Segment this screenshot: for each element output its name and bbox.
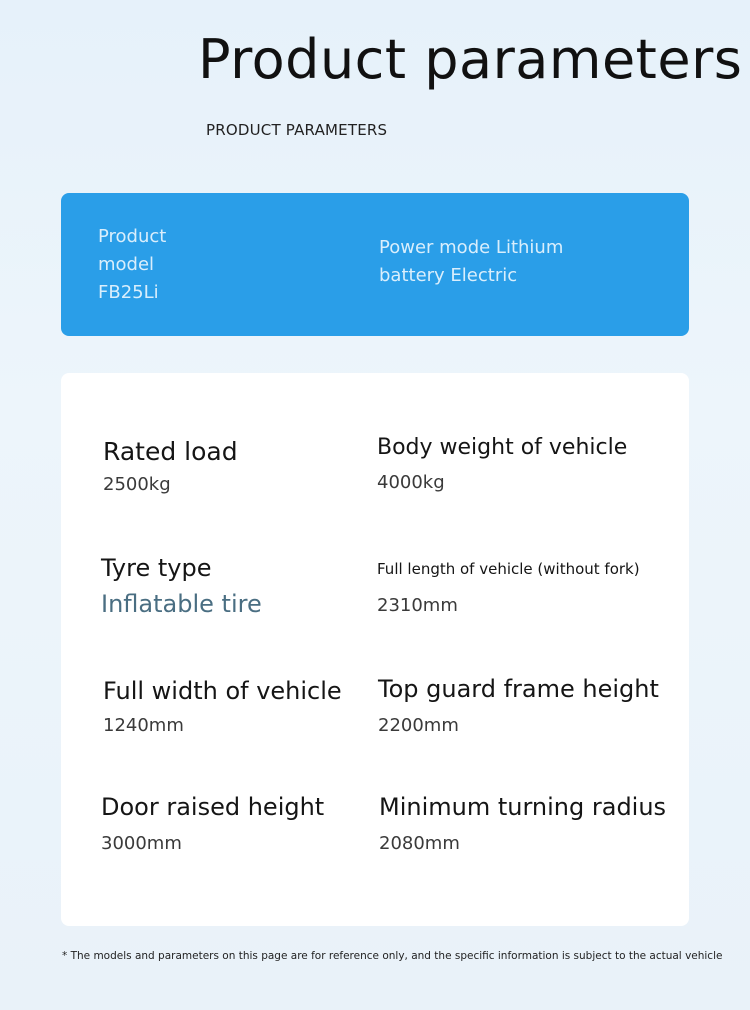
param-min-turning-radius <box>379 793 666 854</box>
product-model-text: Product model FB25Li <box>98 226 167 303</box>
param-label: Top guard frame height <box>378 675 659 703</box>
param-value: 2080mm <box>379 833 460 854</box>
param-value: Inflatable tire <box>101 590 262 618</box>
param-body-weight <box>377 435 627 493</box>
param-value: 4000kg <box>377 472 445 493</box>
param-value: 2500kg <box>103 474 171 495</box>
param-value: 2310mm <box>377 595 458 616</box>
param-value: 1240mm <box>103 715 184 736</box>
page-subtitle: PRODUCT PARAMETERS <box>206 121 388 139</box>
param-top-guard-height <box>378 675 659 736</box>
page-title: Product parameters <box>198 28 743 91</box>
param-door-raised-height <box>101 793 324 854</box>
param-full-width <box>103 677 342 736</box>
param-value: 2200mm <box>378 715 459 736</box>
param-rated-load <box>103 437 238 495</box>
param-label: Tyre type <box>101 554 212 582</box>
model-card <box>61 193 689 336</box>
param-value: 3000mm <box>101 833 182 854</box>
parameters-card <box>61 373 689 926</box>
param-label: Rated load <box>103 437 238 466</box>
disclaimer-note: * The models and parameters on this page are for reference only, and the specific information is subject to the actual vehicle <box>62 950 723 962</box>
param-label: Body weight of vehicle <box>377 435 628 460</box>
param-tyre-type <box>101 554 262 618</box>
param-full-length <box>377 560 640 616</box>
power-mode-text: Power mode Lithium battery Electric <box>379 237 564 286</box>
param-label: Full length of vehicle (without fork) <box>377 560 640 578</box>
param-label: Minimum turning radius <box>379 793 667 821</box>
param-label: Door raised height <box>101 793 325 821</box>
param-label: Full width of vehicle <box>103 677 342 705</box>
